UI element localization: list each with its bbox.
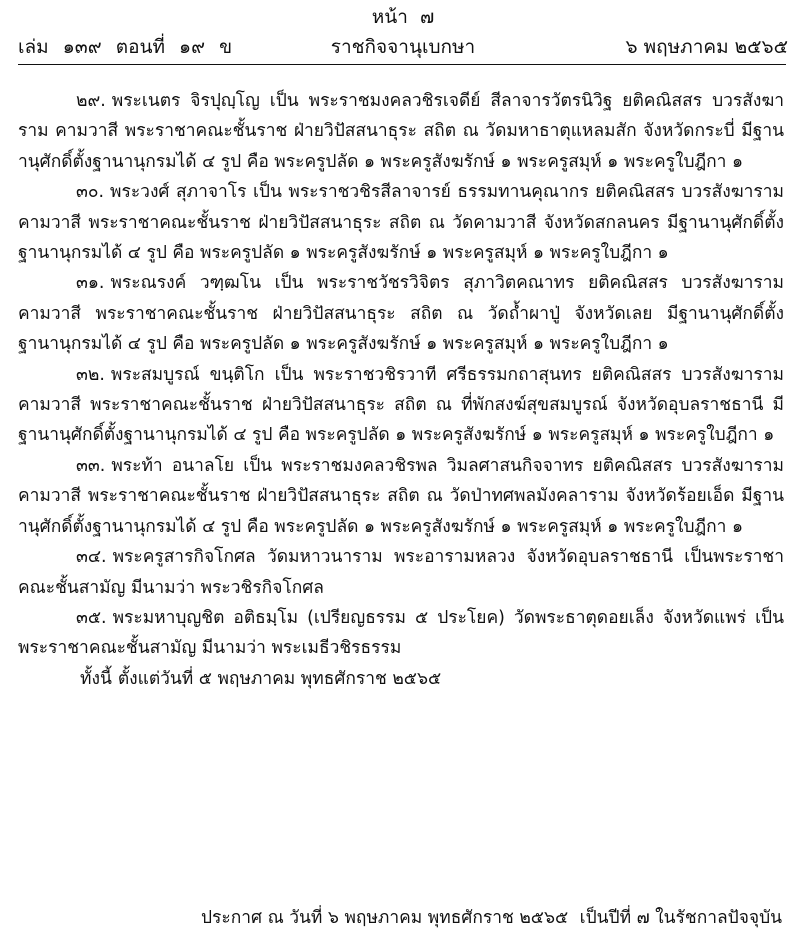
item-number: ๓๕.	[76, 607, 107, 628]
header-divider	[18, 64, 786, 65]
effective-date-line	[18, 664, 784, 694]
page-number: ๗	[419, 6, 435, 28]
item-number: ๓๒.	[76, 364, 105, 385]
announcement-line	[0, 903, 782, 933]
item-number: ๒๙.	[76, 91, 106, 111]
announcement-tail: เป็นปีที่ ๗ ในรัชกาลปัจจุบัน	[579, 908, 782, 928]
effective-text: ตั้งแต่วันที่ ๕ พฤษภาคม พุทธศักราช ๒๕๖๕	[117, 668, 442, 689]
item-text: พระท้า อนาลโย เป็น พระราชมงคลวชิรพล วิมลศาสนกิจจาทร ยติคณิสสร บวรสังฆาราม คามวาสี พระราชาคณะชั้นราช ฝ่ายวิปัสสนาธุระ สถิต ณ วัดป่าทศพลมังคลาราม จังหวัดร้อยเอ็ด มีฐานานุศักดิ์ตั้งฐานานุกรมได้ ๔ รูป คือ พระครูปลัด ๑ พระครูสังฆรักษ์ ๑ พระครูสมุห์ ๑ พระครูใบฎีกา ๑	[18, 455, 784, 537]
item-text: พระครูสารกิจโกศล วัดมหาวนาราม พระอารามหลวง จังหวัดอุบลราชธานี เป็นพระราชาคณะชั้นสามัญ มีนามว่า พระวชิรกิจโกศล	[18, 547, 784, 598]
volume-number: ๑๓๙	[62, 36, 102, 58]
page-label: หน้า	[371, 6, 408, 28]
announcement-lead: ประกาศ ณ วันที่ ๖ พฤษภาคม พุทธศักราช ๒๕๖๕	[201, 908, 569, 928]
volume-label: เล่ม	[18, 36, 49, 58]
page-number-header	[0, 4, 800, 30]
item-text: พระเนตร จิรปุญฺโญ เป็น พระราชมงคลวชิรเจดีย์ สีลาจารวัตรนิวิฐ ยติคณิสสร บวรสังฆาราม คามวาสี พระราชาคณะชั้นราช ฝ่ายวิปัสสนาธุระ สถิต ณ วัดมหาธาตุแหลมสัก จังหวัดกระบี่ มีฐานานุศักดิ์ตั้งฐานานุกรมได้ ๔ รูป คือ พระครูปลัด ๑ พระครูสังฆรักษ์ ๑ พระครูสมุห์ ๑ พระครูใบฎีกา ๑	[18, 91, 784, 172]
section-number: ๑๙	[179, 36, 206, 58]
appointment-item-29	[18, 86, 784, 177]
gazette-title: ราชกิจจานุเบกษา	[330, 36, 476, 58]
gazette-date: ๖ พฤษภาคม ๒๕๖๕	[625, 36, 788, 58]
item-number: ๓๓.	[76, 455, 106, 476]
appointment-item-32	[18, 360, 784, 451]
section-label: ตอนที่	[115, 36, 165, 58]
item-text: พระมหาบุญชิต อติธมฺโม (เปรียญธรรม ๕ ประโยค) วัดพระธาตุดอยเล็ง จังหวัดแพร่ เป็นพระราชาคณะชั้นสามัญ มีนามว่า พระเมธีวชิรธรรม	[18, 607, 784, 659]
item-number: ๓๐.	[76, 182, 105, 203]
section-type: ข	[219, 36, 233, 58]
item-number: ๓๔.	[76, 547, 107, 568]
item-text: พระณรงค์ วฑฺฒโน เป็น พระราชวัชรวิจิตร สุภาวิตคณาทร ยติคณิสสร บวรสังฆาราม คามวาสี พระราชาคณะชั้นราช ฝ่ายวิปัสสนาธุระ สถิต ณ วัดถ้ำผาปู่ จังหวัดเลย มีฐานานุศักดิ์ตั้งฐานานุกรมได้ ๔ รูป คือ พระครูปลัด ๑ พระครูสังฆรักษ์ ๑ พระครูสมุห์ ๑ พระครูใบฎีกา ๑	[18, 273, 784, 355]
gazette-header	[18, 32, 788, 62]
appointment-item-35	[18, 603, 784, 664]
item-text: พระสมบูรณ์ ขนฺติโก เป็น พระราชวชิรวาที ศรีธรรมกถาสุนทร ยติคณิสสร บวรสังฆาราม คามวาสี พระราชาคณะชั้นราช ฝ่ายวิปัสสนาธุระ สถิต ณ ที่พักสงฆ์สุขสมบูรณ์ จังหวัดอุบลราชธานี มีฐานานุศักดิ์ตั้งฐานานุกรมได้ ๔ รูป คือ พระครูปลัด ๑ พระครูสังฆรักษ์ ๑ พระครูสมุห์ ๑ พระครูใบฎีกา ๑	[18, 364, 784, 446]
appointment-item-30	[18, 177, 784, 268]
document-body	[18, 86, 784, 694]
item-number: ๓๑.	[76, 273, 105, 294]
appointment-item-31	[18, 268, 784, 359]
effective-lead: ทั้งนี้	[80, 668, 112, 689]
appointment-item-34	[18, 542, 784, 603]
appointment-item-33	[18, 451, 784, 542]
item-text: พระวงศ์ สุภาจาโร เป็น พระราชวชิรสีลาจารย์ ธรรมทานคุณากร ยติคณิสสร บวรสังฆาราม คามวาสี พระราชาคณะชั้นราช ฝ่ายวิปัสสนาธุระ สถิต ณ วัดคามวาสี จังหวัดสกลนคร มีฐานานุศักดิ์ตั้งฐานานุกรมได้ ๔ รูป คือ พระครูปลัด ๑ พระครูสังฆรักษ์ ๑ พระครูสมุห์ ๑ พระครูใบฎีกา ๑	[18, 182, 784, 264]
